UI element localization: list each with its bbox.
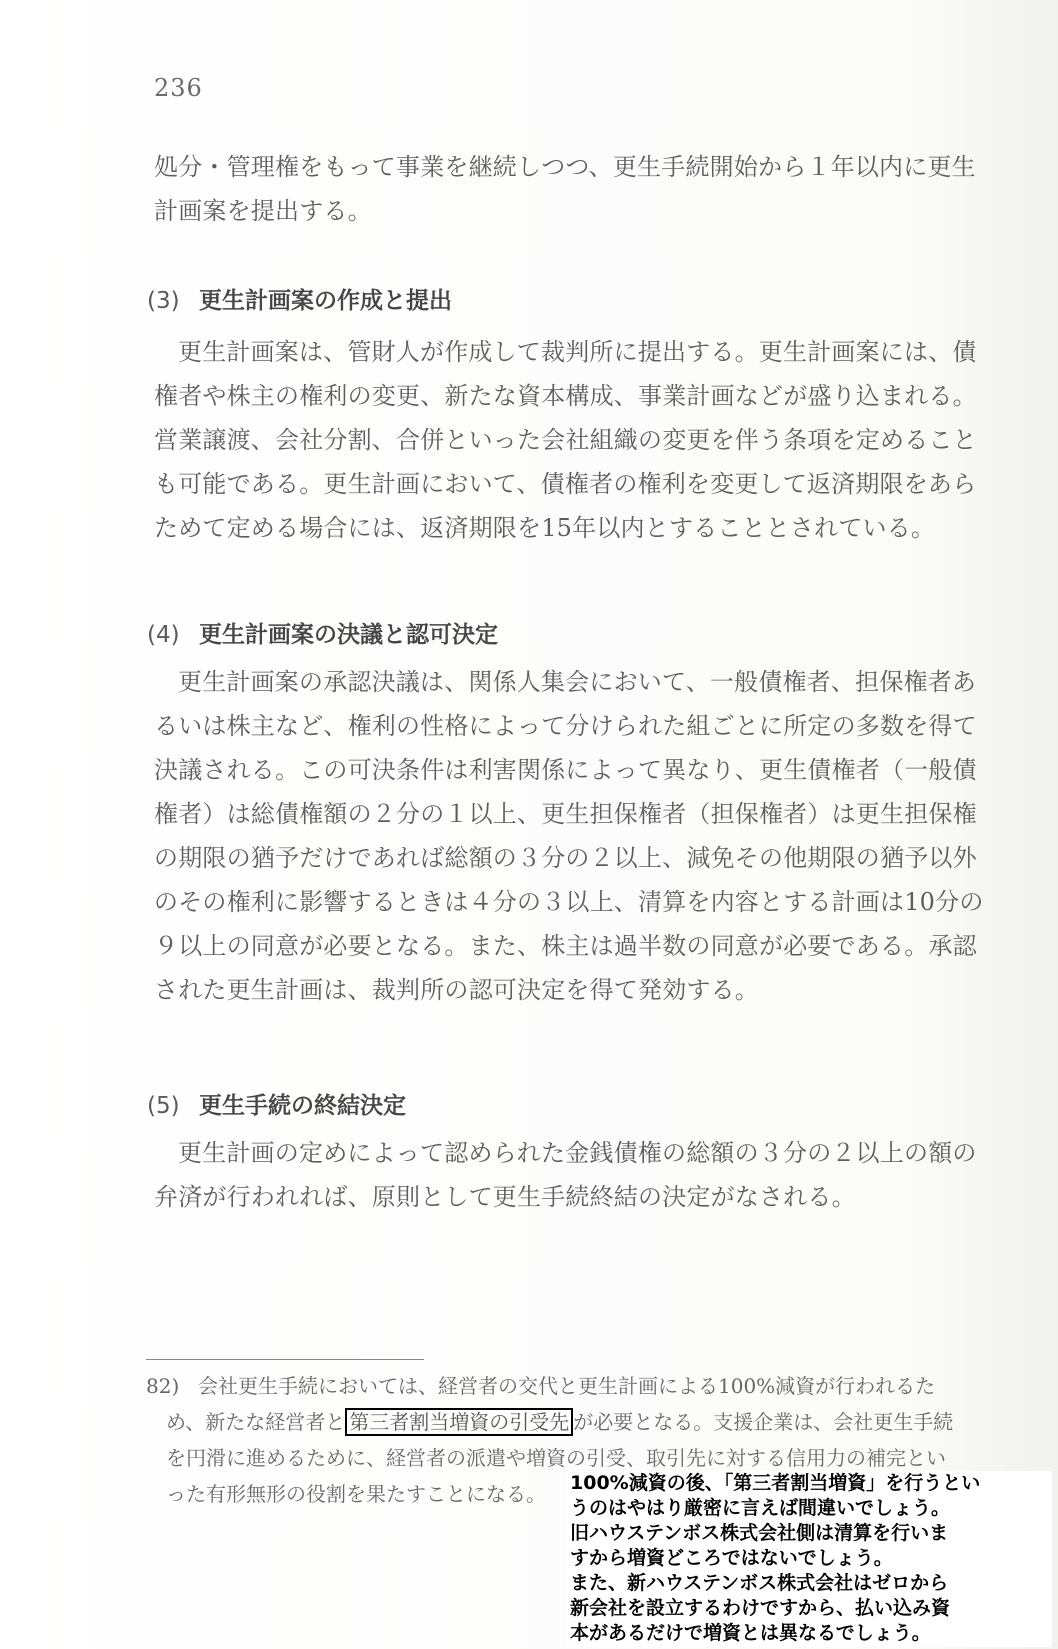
section-number: (4): [147, 622, 180, 648]
intro-paragraph: 処分・管理権をもって事業を継続しつつ、更生手続開始から１年以内に更生 計画案を提出する。: [154, 153, 976, 225]
annotation-line: 本があるだけで増資とは異なるでしょう。: [570, 1622, 931, 1644]
section-title-text: 更生手続の終結決定: [199, 1093, 406, 1119]
section-heading-5: [147, 1087, 406, 1120]
section-3-paragraph: 更生計画案は、管財人が作成して裁判所に提出する。更生計画案には、債 権者や株主の権利の変更、新たな資本構成、事業計画などが盛り込まれる。 営業譲渡、会社分割、合併といった会社組織の変更を伴う条項を定めること も可能である。更生計画において、債権者の権利を変更して返済期限をあら ためて定める場合には、返済期限を15年以内とすることとされている。: [154, 338, 977, 542]
footnote-line: った有形無形の役割を果たすことになる。: [166, 1482, 546, 1506]
footnote-text: め、新たな経営者と: [166, 1410, 346, 1434]
highlighted-phrase-box: 第三者割当増資の引受先: [345, 1408, 573, 1436]
page-number: 236: [154, 74, 203, 102]
annotation-line: 旧ハウステンボス株式会社側は清算を行いま: [570, 1522, 949, 1544]
footnote-line: [146, 1404, 1026, 1440]
footnote-divider: [146, 1359, 424, 1360]
section-heading-4: [147, 616, 498, 649]
section-number: (5): [147, 1093, 180, 1119]
footnote-number: 82): [146, 1374, 180, 1398]
footnote-line: を円滑に進めるために、経営者の派遣や増資の引受、取引先に対する信用力の補完とい: [166, 1446, 946, 1470]
section-4-paragraph: 更生計画案の承認決議は、関係人集会において、一般債権者、担保権者あ るいは株主など、権利の性格によって分けられた組ごとに所定の多数を得て 決議される。この可決条件は利害関係によって異なり、更生債権者（一般債 権者）は総債権額の２分の１以上、更生担保権者（担保権者）は更生担保権 の期限の猶予だけであれば総額の３分の２以上、減免その他期限の猶予以外 のその権利に影響するときは４分の３以上、清算を内容とする計画は10分の ９以上の同意が必要となる。また、株主は過半数の同意が必要である。承認 された更生計画は、裁判所の認可決定を得て発効する。: [154, 668, 984, 1004]
footnote-text: 会社更生手続においては、経営者の交代と更生計画による100%減資が行われるた: [198, 1374, 936, 1398]
annotation-line: 100%減資の後、「第三者割当増資」を行うとい: [570, 1472, 981, 1494]
section-heading-3: [147, 282, 452, 315]
footnote-line: [146, 1368, 1026, 1404]
annotation-note: [566, 1471, 1052, 1647]
section-5-paragraph: 更生計画の定めによって認められた金銭債権の総額の３分の２以上の額の 弁済が行われれば、原則として更生手続終結の決定がなされる。: [154, 1139, 977, 1211]
section-title-text: 更生計画案の決議と認可決定: [199, 622, 498, 648]
annotation-line: また、新ハウステンボス株式会社はゼロから: [570, 1572, 949, 1594]
section-number: (3): [147, 288, 180, 314]
annotation-line: うのはやはり厳密に言えば間違いでしょう。: [570, 1497, 951, 1519]
annotation-line: すから増資どころではないでしょう。: [570, 1547, 893, 1569]
section-title-text: 更生計画案の作成と提出: [199, 288, 452, 314]
annotation-line: 新会社を設立するわけですから、払い込み資: [570, 1597, 951, 1619]
footnote-text: が必要となる。支援企業は、会社更生手続: [573, 1410, 954, 1434]
